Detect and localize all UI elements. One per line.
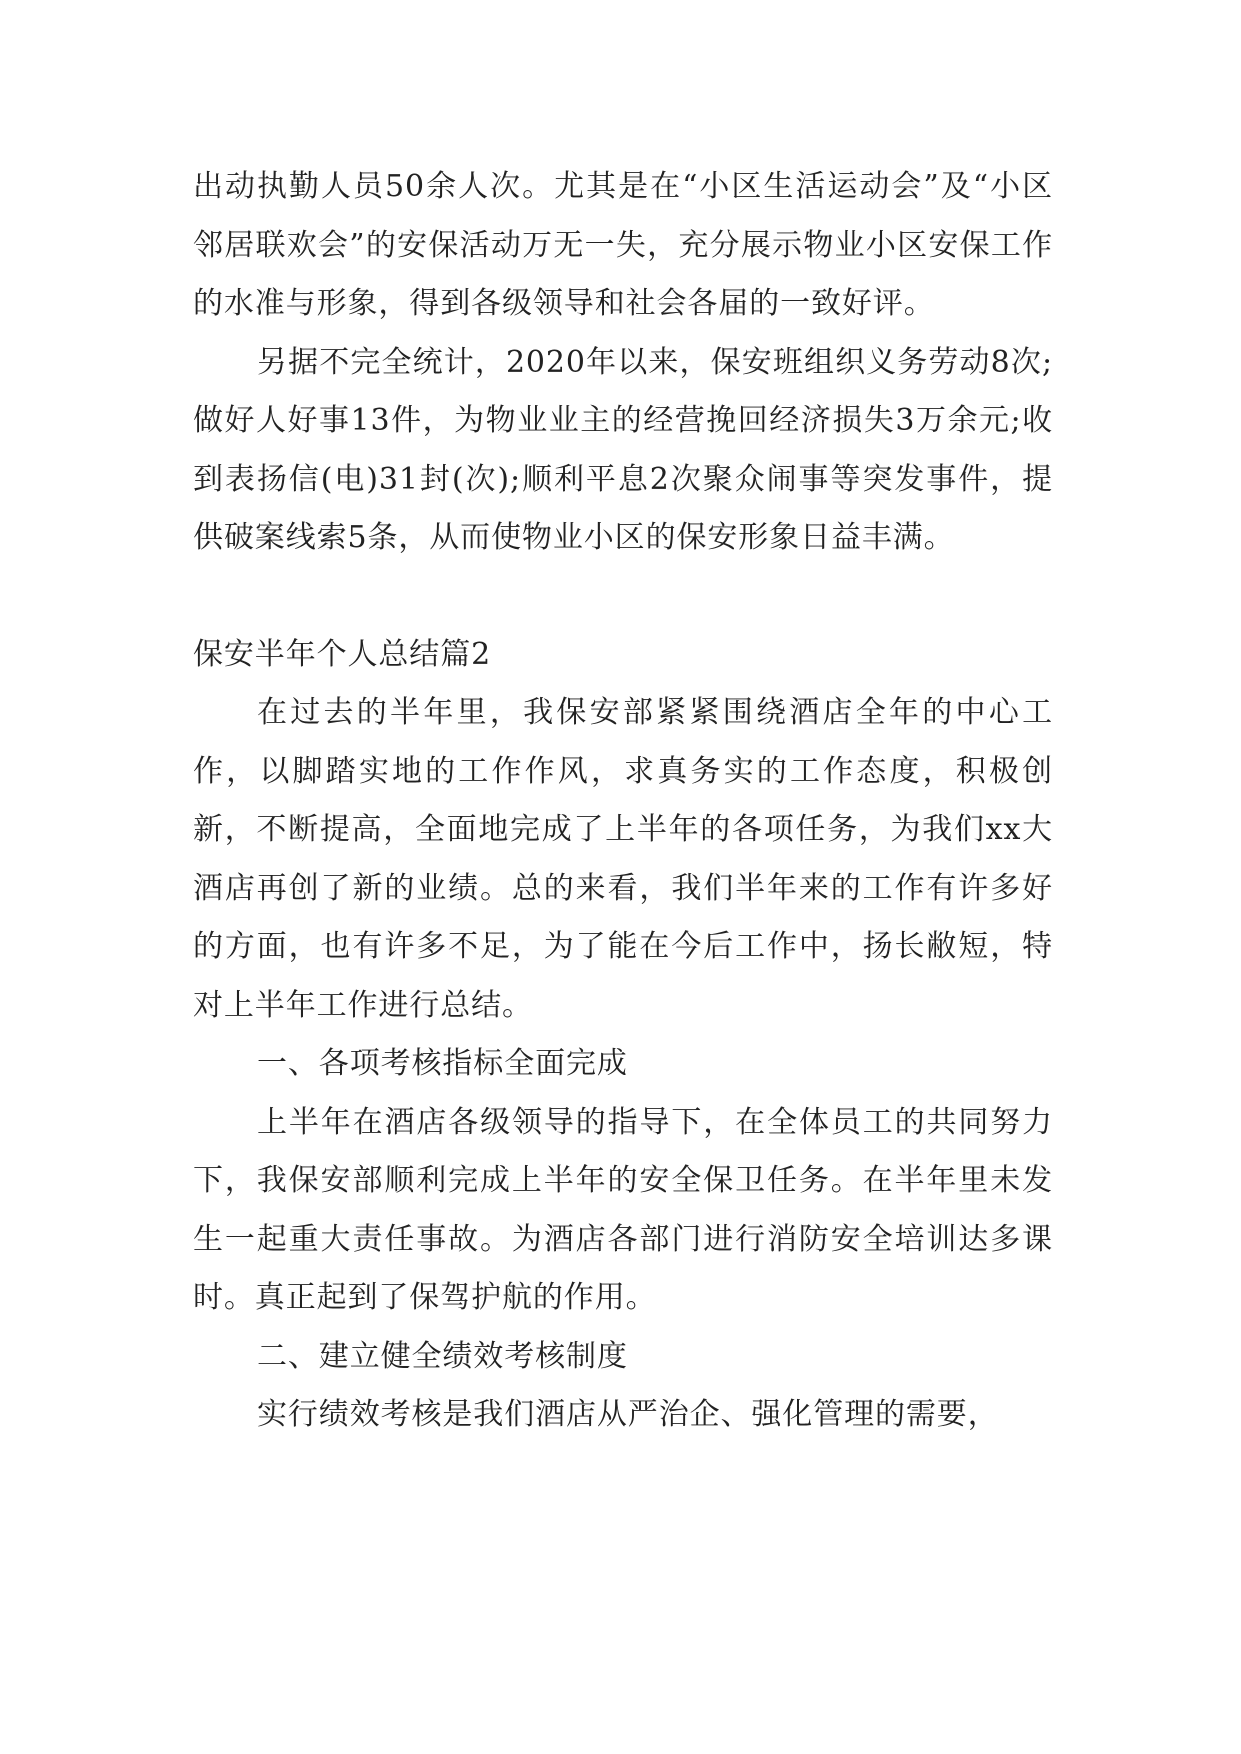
section-title: 保安半年个人总结篇2: [193, 636, 492, 672]
paragraph-continuation: 出动执勤人员50余人次。尤其是在“小区生活运动会”及“小区邻居联欢会”的安保活动万无一失，充分展示物业小区安保工作的水准与形象，得到各级领导和社会各届的一致好评。: [193, 169, 1053, 321]
paragraph-performance: 实行绩效考核是我们酒店从严治企、强化管理的需要，: [257, 1397, 999, 1432]
subheading-two: 二、建立健全绩效考核制度: [257, 1338, 628, 1374]
paragraph-intro: 在过去的半年里，我保安部紧紧围绕酒店全年的中心工作，以脚踏实地的工作作风，求真务实的工作态度，积极创新，不断提高，全面地完成了上半年的各项任务，为我们xx大酒店再创了新的业绩。总的来看，我们半年来的工作有许多好的方面，也有许多不足，为了能在今后工作中，扬长敝短，特对上半年工作进行总结。: [193, 695, 1053, 1023]
subheading-one: 一、各项考核指标全面完成: [257, 1046, 628, 1081]
paragraph-statistics: 另据不完全统计，2020年以来，保安班组织义务劳动8次;做好人好事13件，为物业业主的经营挽回经济损失3万余元;收到表扬信(电)31封(次);顺利平息2次聚众闹事等突发事件，提供破案线索5条，从而使物业小区的保安形象日益丰满。: [193, 344, 1053, 555]
section-gap: [193, 568, 1053, 626]
document-body: [193, 158, 1053, 1445]
paragraph-assessment: 上半年在酒店各级领导的指导下，在全体员工的共同努力下，我保安部顺利完成上半年的安全保卫任务。在半年里未发生一起重大责任事故。为酒店各部门进行消防安全培训达多课时。真正起到了保驾护航的作用。: [193, 1104, 1053, 1315]
